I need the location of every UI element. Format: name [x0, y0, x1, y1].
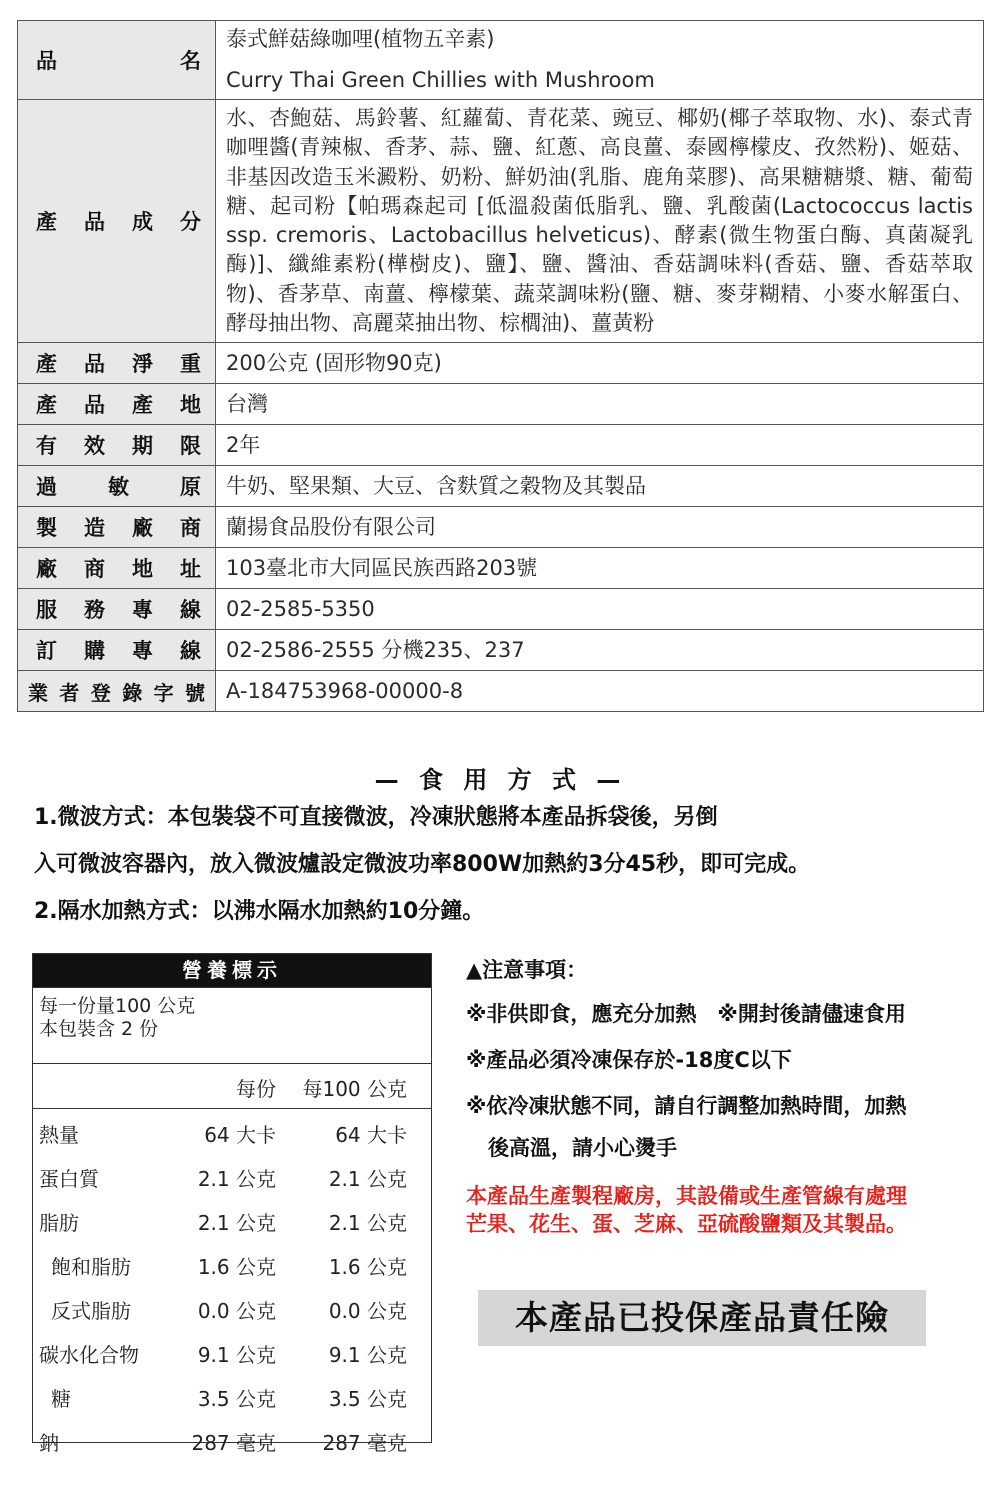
- info-row-ingredients: [18, 100, 984, 343]
- nutrient-per-100g: 2.1 公克: [328, 1211, 407, 1235]
- nutrition-facts-panel: [32, 953, 432, 1455]
- nutrient-per-100g: 287 毫克: [322, 1431, 407, 1455]
- nutrition-row: [33, 1417, 431, 1461]
- notes-title: ▲注意事項：: [466, 958, 588, 982]
- nutrition-row: [33, 1329, 431, 1373]
- nutrient-name: 糖: [51, 1387, 71, 1411]
- info-row-name: [18, 21, 984, 100]
- nutrient-name: 脂肪: [39, 1211, 79, 1235]
- product-name-zh: 泰式鮮菇綠咖哩(植物五辛素): [226, 27, 495, 51]
- nutrient-per-serving: 2.1 公克: [197, 1211, 276, 1235]
- serving-info: [33, 987, 431, 1043]
- product-info-table: [17, 20, 984, 712]
- info-value: A-184753968-00000-8: [216, 671, 984, 712]
- allergen-warning: 本產品生產製程廠房，其設備或生產管線有處理: [466, 1184, 907, 1208]
- nutrient-per-100g: 0.0 公克: [328, 1299, 407, 1323]
- info-value: 103臺北市大同區民族西路203號: [216, 548, 984, 589]
- nutrition-column-header: [33, 1063, 431, 1109]
- info-label: 廠商地址: [18, 548, 216, 589]
- info-value: 200公克 (固形物90克): [216, 343, 984, 384]
- info-row: [18, 548, 984, 589]
- nutrient-per-serving: 64 大卡: [204, 1123, 276, 1147]
- info-value-name: [216, 21, 984, 100]
- col-per-serving: 每份: [236, 1077, 276, 1101]
- nutrient-name: 蛋白質: [39, 1167, 99, 1191]
- info-value: 02-2586-2555 分機235、237: [216, 630, 984, 671]
- nutrient-per-100g: 64 大卡: [335, 1123, 407, 1147]
- info-row: [18, 507, 984, 548]
- info-label-name: 品 名: [18, 21, 216, 100]
- nutrient-name: 熱量: [39, 1123, 79, 1147]
- info-value: 牛奶、堅果類、大豆、含麩質之穀物及其製品: [216, 466, 984, 507]
- usage-title: — 食 用 方 式 —: [374, 766, 627, 794]
- nutrient-name: 反式脂肪: [51, 1299, 131, 1323]
- info-label: 過 敏 原: [18, 466, 216, 507]
- info-row: [18, 589, 984, 630]
- info-label-ingredients: 產品成分: [18, 100, 216, 343]
- info-row: [18, 425, 984, 466]
- info-value: 2年: [216, 425, 984, 466]
- usage-line: 入可微波容器內，放入微波爐設定微波功率800W加熱約3分45秒，即可完成。: [34, 852, 811, 877]
- nutrient-per-100g: 1.6 公克: [328, 1255, 407, 1279]
- nutrition-row: [33, 1285, 431, 1329]
- info-value: 蘭揚食品股份有限公司: [216, 507, 984, 548]
- info-label: 有效期限: [18, 425, 216, 466]
- nutrient-per-100g: 3.5 公克: [328, 1387, 407, 1411]
- info-label: 產品淨重: [18, 343, 216, 384]
- note-frozen: ※產品必須冷凍保存於-18度C以下: [466, 1048, 792, 1072]
- note-reheat: ※非供即食，應充分加熱 ※開封後請儘速食用: [466, 1002, 906, 1026]
- info-row: [18, 343, 984, 384]
- nutrient-per-serving: 2.1 公克: [197, 1167, 276, 1191]
- usage-line: 1.微波方式：本包裝袋不可直接微波，冷凍狀態將本產品拆袋後，另倒: [34, 805, 718, 830]
- nutrition-row: [33, 1109, 431, 1153]
- info-label: 製造廠商: [18, 507, 216, 548]
- usage-line: 2.隔水加熱方式：以沸水隔水加熱約10分鐘。: [34, 899, 485, 924]
- note-heating-time: ※依冷凍狀態不同，請自行調整加熱時間，加熱: [466, 1094, 907, 1118]
- nutrient-per-serving: 3.5 公克: [197, 1387, 276, 1411]
- info-label: 業者登錄字號: [18, 671, 216, 712]
- nutrition-row: [33, 1241, 431, 1285]
- nutrient-per-serving: 1.6 公克: [197, 1255, 276, 1279]
- nutrient-per-100g: 2.1 公克: [328, 1167, 407, 1191]
- serving-size: 每一份量100 公克: [39, 995, 196, 1017]
- servings-per-package: 本包裝含 2 份: [39, 1018, 159, 1040]
- info-value-ingredients: 水、杏鮑菇、馬鈴薯、紅蘿蔔、青花菜、豌豆、椰奶(椰子萃取物、水)、泰式青咖哩醬(青辣椒、香茅、蒜、鹽、紅蔥、高良薑、泰國檸檬皮、孜然粉)、姬菇、非基因改造玉米澱粉、奶粉、鮮奶油(乳脂、鹿角菜膠)、高果糖糖漿、糖、葡萄糖、起司粉【帕瑪森起司 [低溫殺菌低脂乳、鹽、乳酸菌(Lactococcus lactis ssp. cremoris、Lactobacillus helveticus)、酵素(微生物蛋白酶、真菌凝乳酶)]、纖維素粉(樺樹皮)、鹽】、鹽、醬油、香菇調味料(香菇、鹽、香菇萃取物)、香茅草、南薑、檸檬葉、蔬菜調味粉(鹽、糖、麥芽糊精、小麥水解蛋白、酵母抽出物、高麗菜抽出物、棕櫚油)、薑黃粉: [216, 100, 984, 343]
- nutrition-row: [33, 1153, 431, 1197]
- col-per-100g: 每100 公克: [302, 1077, 407, 1101]
- note-heating-time-cont: 後高溫，請小心燙手: [488, 1136, 677, 1160]
- info-row: [18, 630, 984, 671]
- info-row: [18, 466, 984, 507]
- nutrition-row: [33, 1373, 431, 1417]
- info-value: 02-2585-5350: [216, 589, 984, 630]
- allergen-warning-cont: 芒果、花生、蛋、芝麻、亞硫酸鹽類及其製品。: [466, 1212, 907, 1236]
- nutrient-per-serving: 287 毫克: [191, 1431, 276, 1455]
- nutrient-name: 飽和脂肪: [51, 1255, 131, 1279]
- info-label: 訂購專線: [18, 630, 216, 671]
- product-name-en: Curry Thai Green Chillies with Mushroom: [226, 68, 655, 92]
- info-label: 服務專線: [18, 589, 216, 630]
- nutrient-name: 碳水化合物: [39, 1343, 139, 1367]
- info-row: [18, 384, 984, 425]
- nutrient-name: 鈉: [39, 1431, 59, 1455]
- nutrient-per-serving: 9.1 公克: [197, 1343, 276, 1367]
- nutrient-per-serving: 0.0 公克: [197, 1299, 276, 1323]
- nutrient-per-100g: 9.1 公克: [328, 1343, 407, 1367]
- nutrition-title: 營養標示: [33, 954, 431, 987]
- info-row: [18, 671, 984, 712]
- info-value: 台灣: [216, 384, 984, 425]
- nutrition-row: [33, 1197, 431, 1241]
- insurance-badge: 本產品已投保產品責任險: [478, 1290, 926, 1346]
- info-label: 產品產地: [18, 384, 216, 425]
